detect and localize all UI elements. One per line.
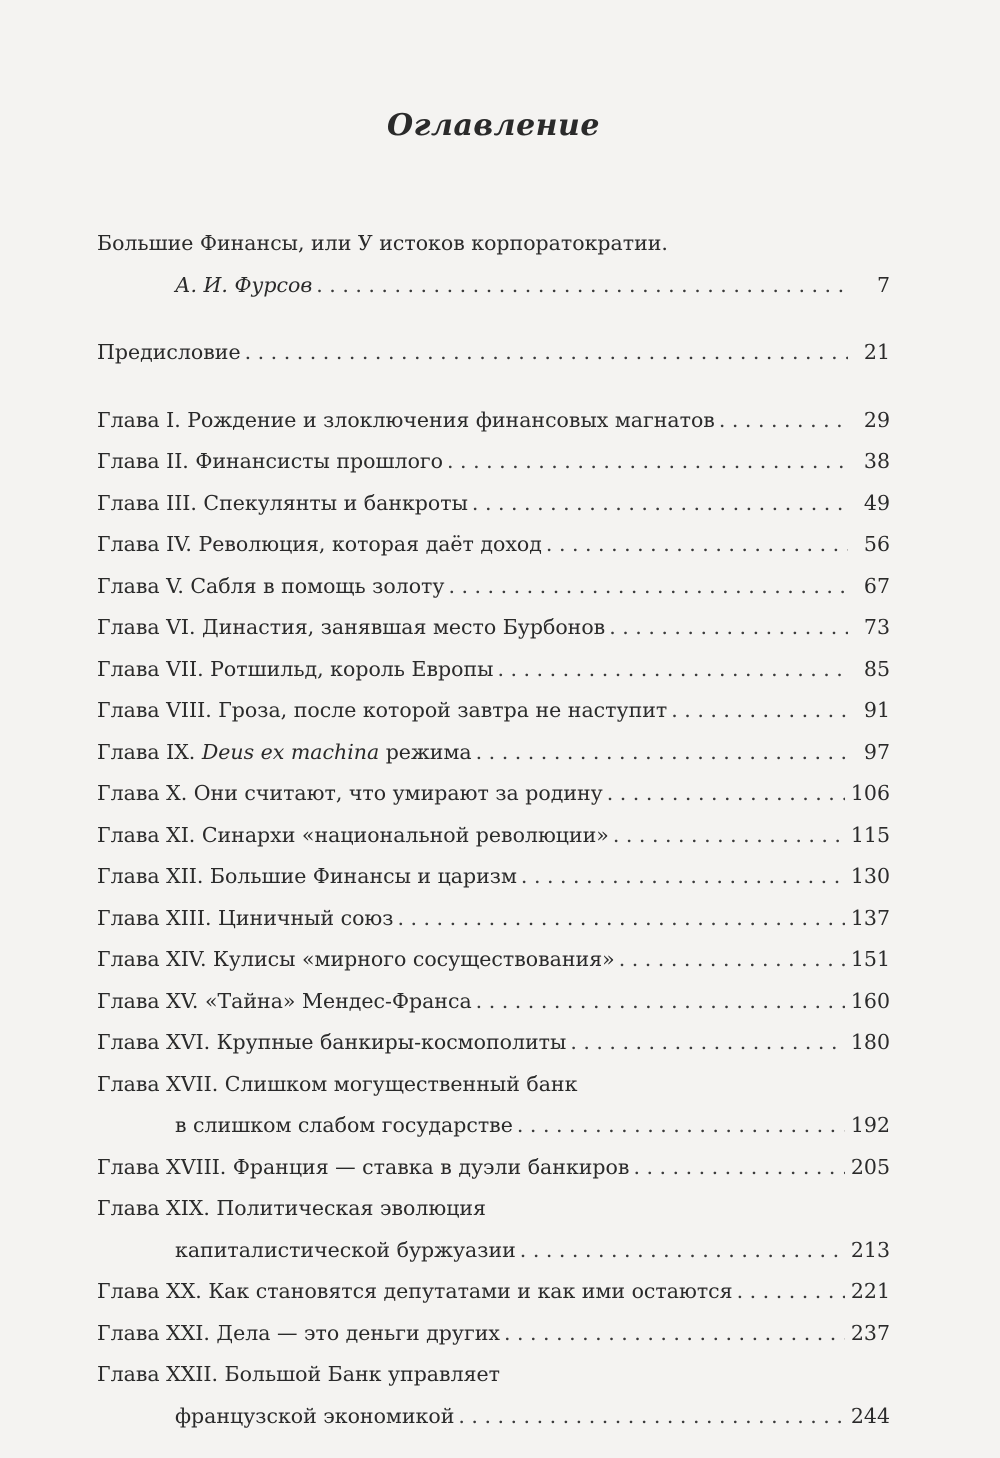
dot-leader	[245, 332, 848, 374]
toc-page-number: 160	[850, 988, 890, 1013]
toc-entry-title: Глава XIII. Циничный союз	[97, 905, 394, 930]
toc-page-number: 151	[850, 947, 890, 971]
toc-page-number: 49	[863, 490, 890, 515]
toc-entry-chapter[interactable]	[97, 815, 890, 857]
dot-leader	[633, 1147, 844, 1189]
toc-entry-chapter[interactable]	[97, 483, 890, 525]
page-title: Оглавление	[387, 108, 600, 143]
toc-entry-title: Большие Финансы, или У истоков корпоратократии.	[97, 231, 668, 255]
toc-entry-title: Глава X. Они считают, что умирают за родину	[97, 781, 603, 805]
toc-page-number: 205	[850, 1154, 890, 1179]
toc-entry-title	[97, 732, 472, 774]
toc-entry-title: Глава VIII. Гроза, после которой завтра не наступит	[97, 698, 668, 722]
toc-entry-title: Глава XV. «Тайна» Мендес-Франса	[97, 988, 472, 1013]
toc-page-number: 73	[863, 615, 890, 639]
toc-entry-title-continued: в слишком слабом государстве	[175, 1113, 513, 1137]
toc-page-number: 137	[850, 905, 890, 930]
dot-leader	[497, 649, 848, 691]
toc-entry-title: Глава III. Спекулянты и банкроты	[97, 490, 468, 515]
toc-entry-chapter[interactable]	[97, 1147, 890, 1189]
dot-leader	[671, 690, 848, 732]
toc-entry-chapter[interactable]	[97, 1022, 890, 1064]
toc-entry-title-continued: французской экономикой	[175, 1403, 455, 1428]
dot-leader	[504, 1313, 845, 1355]
toc-entry-foreword[interactable]	[97, 223, 890, 306]
toc-page-number: 221	[850, 1279, 890, 1303]
toc-entry-chapter[interactable]	[97, 939, 890, 981]
toc-entry-title: Глава VII. Ротшильд, король Европы	[97, 656, 494, 681]
toc-entry-title-continued: капиталистической буржуазии	[175, 1237, 516, 1262]
toc-entry-chapter[interactable]	[97, 773, 890, 815]
toc-entry-title: Глава IV. Революция, которая даёт доход	[97, 532, 542, 556]
toc-entry-title: Глава XI. Синархи «национальной революции»	[97, 822, 609, 847]
toc-entry-chapter[interactable]	[97, 524, 890, 566]
dot-leader	[448, 566, 848, 608]
dot-leader	[719, 400, 848, 442]
toc-entry-title: Глава VI. Династия, занявшая место Бурбонов	[97, 615, 606, 639]
toc-entry-chapter[interactable]	[97, 1188, 890, 1271]
toc-entry-title: Глава XXII. Большой Банк управляет	[97, 1362, 501, 1386]
dot-leader	[521, 856, 845, 898]
toc-entry-title: Глава I. Рождение и злоключения финансовых магнатов	[97, 407, 715, 432]
toc-page-number: 97	[863, 739, 890, 764]
toc-entry-title: Глава XIX. Политическая эволюция	[97, 1196, 486, 1220]
toc-entry-chapter[interactable]	[97, 856, 890, 898]
dot-leader	[570, 1022, 845, 1064]
toc-entry-title: Глава XVIII. Франция — ставка в дуэли банкиров	[97, 1154, 630, 1179]
toc-entry-chapter[interactable]	[97, 441, 890, 483]
dot-leader	[447, 441, 848, 483]
toc-entry-preface[interactable]	[97, 332, 890, 374]
dot-leader	[613, 815, 845, 857]
dot-leader	[316, 265, 848, 307]
toc-entry-title: Глава V. Сабля в помощь золоту	[97, 573, 445, 598]
toc-title-prefix: Глава IX.	[97, 739, 202, 764]
toc-entry-title: Глава XVII. Слишком могущественный банк	[97, 1071, 578, 1096]
toc-page-number: 244	[850, 1403, 890, 1428]
toc-page-number: 38	[863, 449, 890, 473]
toc-page-number: 21	[863, 340, 890, 364]
toc-title-italic: Deus ex machina	[201, 739, 380, 764]
toc-page-number: 56	[863, 532, 890, 556]
toc-page-number: 115	[850, 822, 890, 847]
dot-leader	[517, 1105, 845, 1147]
toc-page-number: 213	[850, 1237, 890, 1262]
toc-entry-title: Глава XIV. Кулисы «мирного сосуществования»	[97, 947, 615, 971]
toc-entry-title: Глава XII. Большие Финансы и царизм	[97, 864, 517, 888]
toc-entry-title: Глава XXI. Дела — это деньги других	[97, 1320, 500, 1345]
spacer	[97, 306, 890, 332]
toc-entry-title: Глава XVI. Крупные банкиры-космополиты	[97, 1030, 567, 1054]
toc-page-number: 85	[863, 656, 890, 681]
toc-entry-chapter[interactable]	[97, 1064, 890, 1147]
toc-entry-chapter[interactable]	[97, 690, 890, 732]
dot-leader	[476, 732, 848, 774]
toc-page-number: 67	[863, 573, 890, 598]
toc-page-number: 7	[876, 272, 890, 297]
dot-leader	[737, 1271, 845, 1313]
toc-page-number: 29	[863, 407, 890, 432]
toc-entry-title: Предисловие	[97, 340, 241, 364]
dot-leader	[458, 1396, 844, 1438]
toc-entry-chapter[interactable]	[97, 649, 890, 691]
toc-entry-chapter[interactable]	[97, 400, 890, 442]
toc-page-number: 106	[850, 781, 890, 805]
dot-leader	[476, 981, 845, 1023]
toc-entry-chapter[interactable]	[97, 898, 890, 940]
toc-entry-chapter[interactable]	[97, 607, 890, 649]
toc-entry-chapter[interactable]	[97, 1313, 890, 1355]
toc-page-number: 130	[850, 864, 890, 888]
dot-leader	[520, 1230, 845, 1272]
toc-entry-chapter[interactable]	[97, 1354, 890, 1437]
toc-page-number: 91	[863, 698, 890, 722]
dot-leader	[397, 898, 844, 940]
toc-entry-title: Глава XX. Как становятся депутатами и как ими остаются	[97, 1279, 733, 1303]
toc-entry-chapter[interactable]	[97, 981, 890, 1023]
dot-leader	[472, 483, 848, 525]
dot-leader	[619, 939, 845, 981]
table-of-contents	[97, 223, 890, 1437]
dot-leader	[609, 607, 848, 649]
toc-entry-chapter[interactable]	[97, 1271, 890, 1313]
spacer	[97, 374, 890, 400]
dot-leader	[546, 524, 848, 566]
toc-entry-author: А. И. Фурсов	[175, 272, 313, 297]
dot-leader	[607, 773, 845, 815]
toc-entry-chapter[interactable]	[97, 566, 890, 608]
toc-page-number: 192	[850, 1113, 890, 1137]
toc-entry-title: Глава II. Финансисты прошлого	[97, 449, 443, 473]
toc-entry-chapter[interactable]	[97, 732, 890, 774]
toc-title-suffix: режима	[379, 739, 472, 764]
toc-page-number: 180	[850, 1030, 890, 1054]
toc-page-number: 237	[850, 1320, 890, 1345]
